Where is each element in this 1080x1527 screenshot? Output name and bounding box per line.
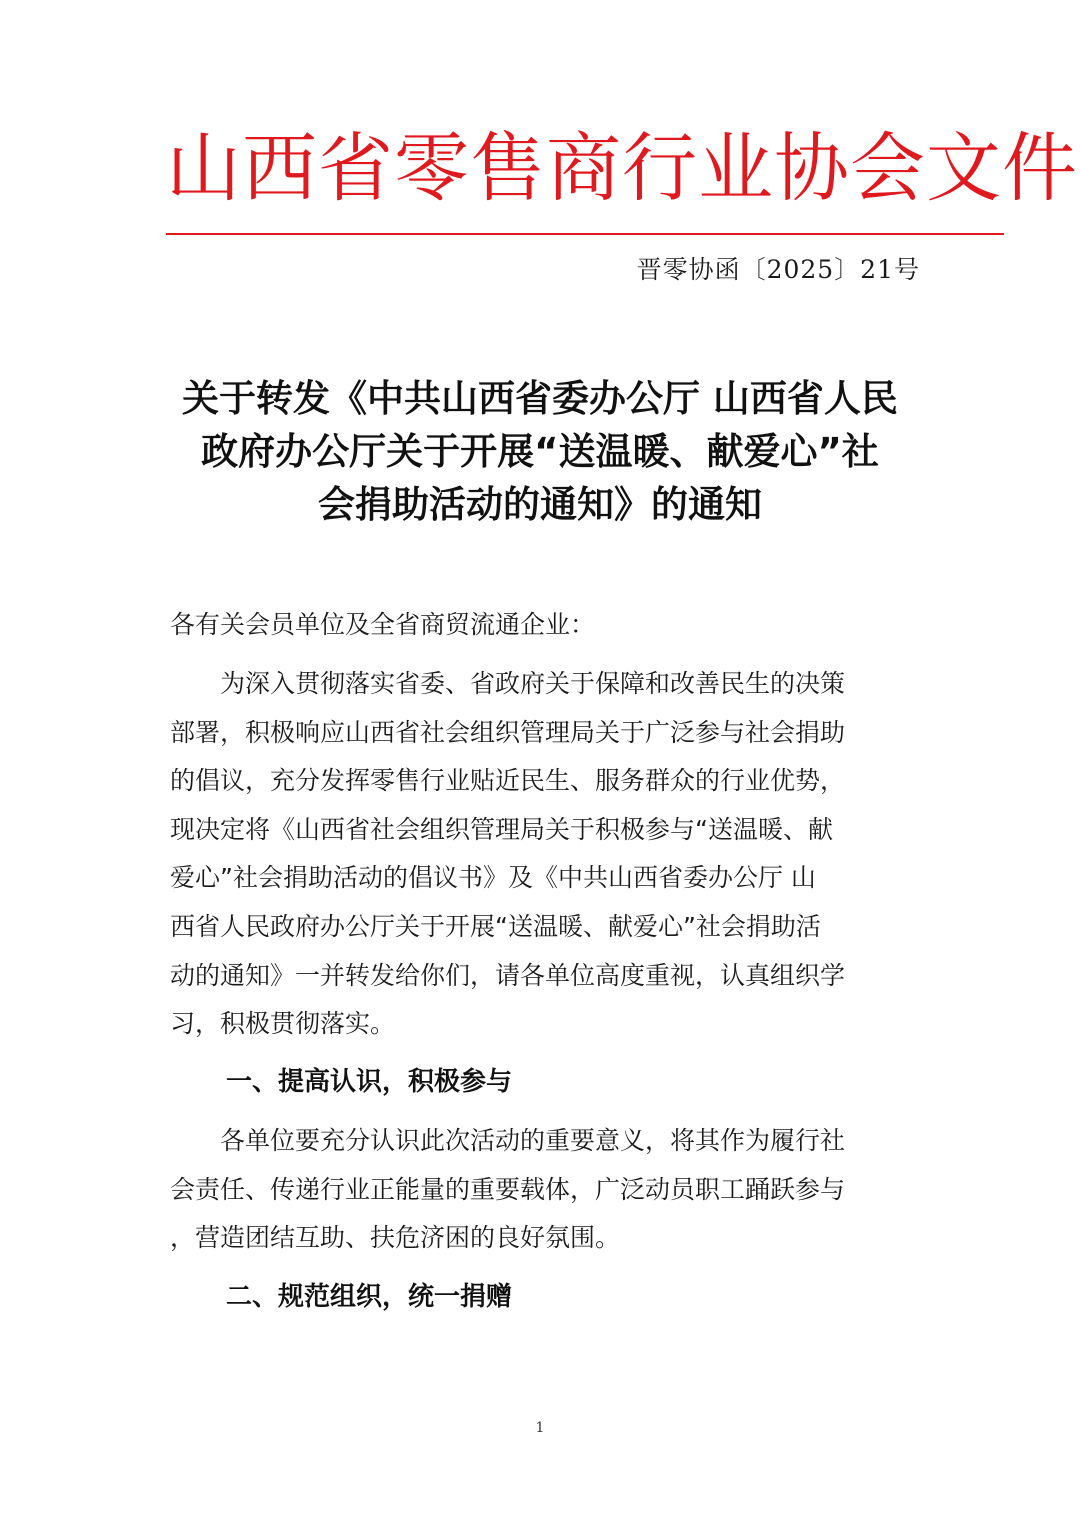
paragraph-line: 会责任、传递行业正能量的重要载体，广泛动员职工踊跃参与: [170, 1174, 846, 1204]
paragraph-line: 各单位要充分认识此次活动的重要意义，将其作为履行社: [170, 1126, 846, 1155]
document-title: [140, 372, 940, 531]
paragraph-line: 习，积极贯彻落实。: [170, 1009, 396, 1039]
paragraph-line: 爱心”社会捐助活动的倡议书》及《中共山西省委办公厅 山: [170, 863, 816, 893]
red-divider-line: [166, 233, 1004, 235]
paragraph-line: 现决定将《山西省社会组织管理局关于积极参与“送温暖、献: [170, 814, 833, 844]
section-heading-1: 一、提高认识，积极参与: [226, 1067, 513, 1097]
page-number: 1: [535, 1420, 545, 1436]
title-line: 会捐助活动的通知》的通知: [318, 483, 762, 526]
paragraph-intro: [170, 660, 920, 1049]
title-line: 关于转发《中共山西省委办公厅 山西省人民: [182, 377, 898, 420]
paragraph-line: 的倡议，充分发挥零售行业贴近民生、服务群众的行业优势，: [170, 766, 846, 796]
paragraph-line: 为深入贯彻落实省委、省政府关于保障和改善民生的决策: [170, 669, 846, 698]
paragraph-line: ，营造团结互助、扶危济困的良好氛围。: [170, 1223, 621, 1253]
addressee: 各有关会员单位及全省商贸流通企业：: [170, 610, 596, 639]
paragraph-line: 部署，积极响应山西省社会组织管理局关于广泛参与社会捐助: [170, 717, 846, 747]
paragraph-section-1: [170, 1117, 920, 1263]
document-number: 晋零协函〔2025〕21号: [636, 255, 920, 284]
paragraph-line: 动的通知》一并转发给你们，请各单位高度重视，认真组织学: [170, 960, 846, 990]
paragraph-line: 西省人民政府办公厅关于开展“送温暖、献爱心”社会捐助活: [170, 911, 821, 941]
section-heading-2: 二、规范组织，统一捐赠: [226, 1282, 513, 1312]
masthead-title: 山西省零售商行业协会文件: [166, 124, 1079, 212]
title-line: 政府办公厅关于开展“送温暖、献爱心”社: [201, 430, 879, 473]
